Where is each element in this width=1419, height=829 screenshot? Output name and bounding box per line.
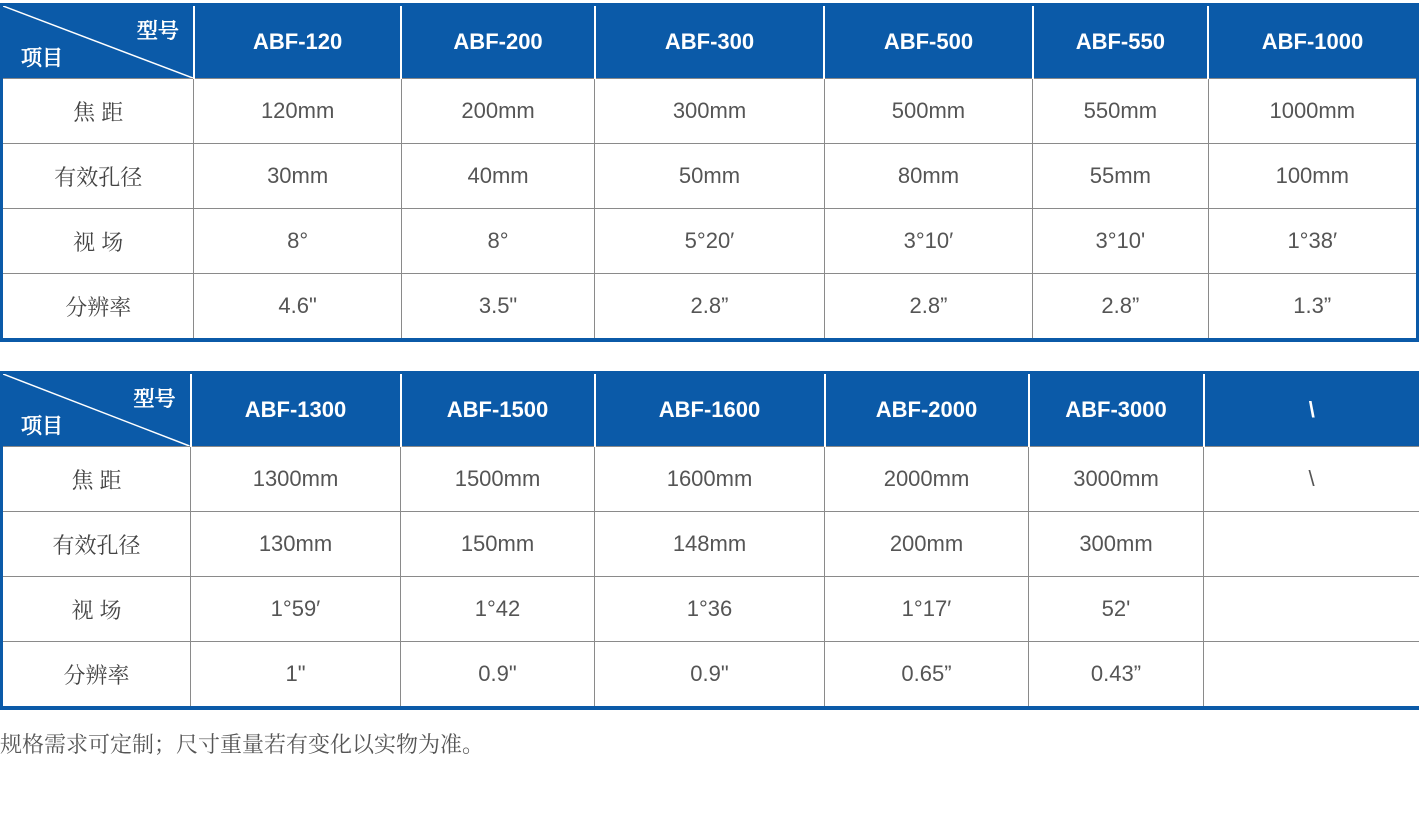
table-cell: 2.8” (824, 274, 1032, 341)
model-header: ABF-500 (824, 5, 1032, 79)
table-row (2, 144, 1418, 209)
table-header-row (2, 5, 1418, 79)
table-cell: 200mm (401, 79, 594, 144)
table-cell: 200mm (825, 512, 1029, 577)
table-cell (1204, 577, 1419, 642)
table-cell: 0.9" (595, 642, 825, 709)
table-cell: 300mm (595, 79, 824, 144)
table-cell: 1500mm (401, 447, 595, 512)
model-header: ABF-3000 (1029, 373, 1204, 447)
model-header: ABF-1500 (401, 373, 595, 447)
table-cell: 3°10' (1033, 209, 1208, 274)
table-cell: 1300mm (191, 447, 401, 512)
table-cell: 0.9" (401, 642, 595, 709)
table-cell: 50mm (595, 144, 824, 209)
table-cell: 52' (1029, 577, 1204, 642)
table-cell: 2000mm (825, 447, 1029, 512)
table-cell: 3.5" (401, 274, 594, 341)
table-cell: 0.65” (825, 642, 1029, 709)
table-cell: 100mm (1208, 144, 1417, 209)
table-cell (1204, 642, 1419, 709)
table-cell: 2.8” (595, 274, 824, 341)
corner-item-label: 项目 (21, 47, 63, 70)
row-label: 有效孔径 (2, 144, 194, 209)
table-row (2, 642, 1419, 709)
table-cell: 130mm (191, 512, 401, 577)
model-header: ABF-300 (595, 5, 824, 79)
table-cell: 150mm (401, 512, 595, 577)
corner-cell (2, 373, 191, 447)
table-row (2, 577, 1419, 642)
row-label: 焦 距 (2, 447, 191, 512)
row-label: 视 场 (2, 209, 194, 274)
table-cell: \ (1204, 447, 1419, 512)
table-cell: 500mm (824, 79, 1032, 144)
model-header: ABF-2000 (825, 373, 1029, 447)
table-cell: 120mm (194, 79, 401, 144)
table-cell: 8° (194, 209, 401, 274)
table-row (2, 447, 1419, 512)
row-label: 焦 距 (2, 79, 194, 144)
table-cell: 1°38′ (1208, 209, 1417, 274)
table-cell (1204, 512, 1419, 577)
row-label: 分辨率 (2, 642, 191, 709)
spec-table-2 (0, 371, 1419, 710)
corner-cell (2, 5, 194, 79)
table-cell: 1°17′ (825, 577, 1029, 642)
table-cell: 55mm (1033, 144, 1208, 209)
table-cell: 1°42 (401, 577, 595, 642)
table-row (2, 209, 1418, 274)
table-cell: 5°20′ (595, 209, 824, 274)
table-cell: 1°36 (595, 577, 825, 642)
table-cell: 1°59′ (191, 577, 401, 642)
table-cell: 1" (191, 642, 401, 709)
table-cell: 30mm (194, 144, 401, 209)
table-cell: 2.8” (1033, 274, 1208, 341)
table-row (2, 79, 1418, 144)
table-cell: 1000mm (1208, 79, 1417, 144)
table-cell: 550mm (1033, 79, 1208, 144)
table-cell: 1600mm (595, 447, 825, 512)
table-row (2, 274, 1418, 341)
row-label: 视 场 (2, 577, 191, 642)
table-cell: 1.3” (1208, 274, 1417, 341)
model-header: ABF-120 (194, 5, 401, 79)
corner-model-label: 型号 (133, 388, 176, 411)
table-header-row (2, 373, 1419, 447)
table-row (2, 512, 1419, 577)
corner-model-label: 型号 (136, 20, 179, 43)
model-header: ABF-1300 (191, 373, 401, 447)
table-cell: 0.43” (1029, 642, 1204, 709)
model-header: ABF-550 (1033, 5, 1208, 79)
table-cell: 4.6" (194, 274, 401, 341)
model-header: \ (1204, 373, 1419, 447)
table-cell: 3°10′ (824, 209, 1032, 274)
table-cell: 148mm (595, 512, 825, 577)
table-cell: 8° (401, 209, 594, 274)
footnote: 规格需求可定制；尺寸重量若有变化以实物为准。 (0, 732, 485, 757)
row-label: 有效孔径 (2, 512, 191, 577)
table-cell: 300mm (1029, 512, 1204, 577)
corner-item-label: 项目 (21, 415, 63, 438)
model-header: ABF-200 (401, 5, 594, 79)
spec-table-1 (0, 3, 1419, 342)
row-label: 分辨率 (2, 274, 194, 341)
model-header: ABF-1000 (1208, 5, 1417, 79)
model-header: ABF-1600 (595, 373, 825, 447)
table-cell: 40mm (401, 144, 594, 209)
table-cell: 80mm (824, 144, 1032, 209)
table-cell: 3000mm (1029, 447, 1204, 512)
